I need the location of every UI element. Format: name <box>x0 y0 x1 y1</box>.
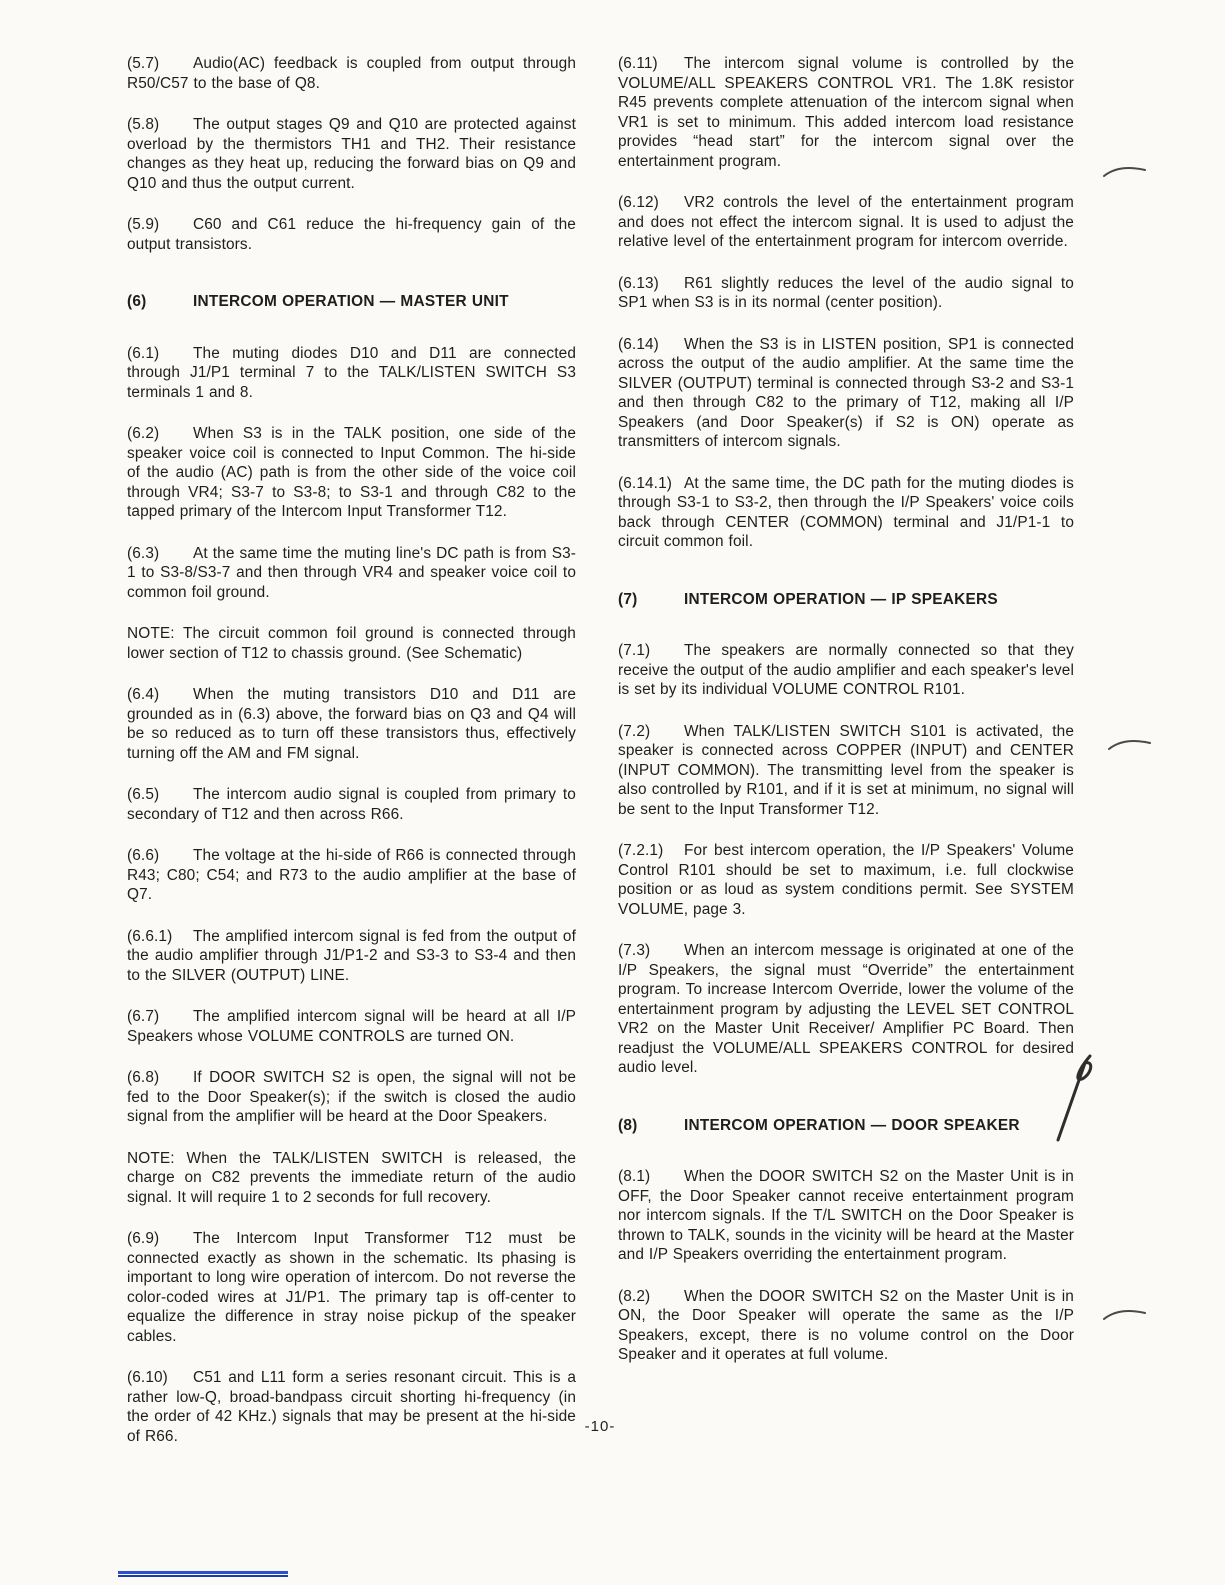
paragraph-number: (6.6.1) <box>127 927 173 945</box>
handwritten-pen-mark <box>1048 1052 1102 1146</box>
paragraph-text: The voltage at the hi-side of R66 is connected through R43; C80; C54; and R73 to the audio amplifier at the base of Q7. <box>127 847 576 903</box>
paragraph-number: (6.12) <box>618 194 659 211</box>
body-paragraph <box>127 1229 576 1346</box>
paragraph-number: (5.7) <box>127 55 160 72</box>
paragraph-number: (6.5) <box>127 786 160 803</box>
paragraph-text: When S3 is in the TALK position, one side of the speaker voice coil is connected to Input Common. The hi-side of the audio (AC) path is from the other side of the voice coil through VR4; S3-7 to S3-8; to S3-1 and through C82 to the tapped primary of the Intercom Input Transformer T12. <box>127 425 576 520</box>
paragraph-number: (6.13) <box>618 274 659 292</box>
paragraph-number: (8) <box>618 1116 638 1134</box>
body-paragraph <box>618 1167 1074 1265</box>
paragraph-text: The amplified intercom signal will be heard at all I/P Speakers whose VOLUME CONTROLS are turned ON. <box>127 1008 576 1045</box>
paragraph-number: (6.8) <box>127 1069 160 1086</box>
paragraph-text: The intercom audio signal is coupled from primary to secondary of T12 and then across R66. <box>127 786 576 823</box>
paragraph-number: (6.9) <box>127 1230 160 1247</box>
paragraph-number: (6.4) <box>127 686 160 703</box>
body-paragraph <box>127 344 576 403</box>
body-paragraph <box>618 722 1074 820</box>
paragraph-text: At the same time the muting line's DC path is from S3-1 to S3-8/S3-7 and then through VR4 and speaker voice coil to common foil ground. <box>127 544 576 601</box>
body-paragraph <box>127 846 576 905</box>
section-heading <box>618 1116 1074 1136</box>
paragraph-number: (5.8) <box>127 116 160 133</box>
paragraph-number: (5.9) <box>127 216 160 233</box>
paragraph-text: The speakers are normally connected so that they receive the output of the audio amplifier and each speaker's level is set by its individual VOLUME CONTROL R101. <box>618 642 1074 698</box>
body-paragraph <box>127 54 576 93</box>
note-paragraph <box>127 1149 576 1208</box>
body-paragraph <box>618 1287 1074 1365</box>
body-paragraph <box>127 785 576 824</box>
body-paragraph <box>618 474 1074 552</box>
body-paragraph <box>618 841 1074 919</box>
paragraph-text: The intercom signal volume is controlled by the VOLUME/ALL SPEAKERS CONTROL VR1. The 1.8K resistor R45 prevents complete attenuation of the intercom signal when VR1 is set to minimum. This added intercom load resistance provides “head start” for the intercom signal over the entertainment program. <box>618 55 1074 170</box>
paragraph-text: NOTE: The circuit common foil ground is connected through lower section of T12 to chassis ground. (See Schematic) <box>127 625 576 662</box>
paragraph-number: (7.1) <box>618 642 651 659</box>
body-paragraph <box>127 544 576 603</box>
section-heading <box>618 590 1074 610</box>
paragraph-number: (6.7) <box>127 1008 160 1025</box>
paragraph-number: (6.6) <box>127 847 160 864</box>
paragraph-text: The output stages Q9 and Q10 are protected against overload by the thermistors TH1 and TH2. Their resistance changes as they heat up, reducing the forward bias on Q9 and Q10 and thus the output current. <box>127 116 576 192</box>
paragraph-text: INTERCOM OPERATION — IP SPEAKERS <box>684 590 998 608</box>
footer-scan-line <box>118 1571 288 1578</box>
paragraph-text: The amplified intercom signal is fed from the output of the audio amplifier through J1/P1-2 and S3-3 to S3-4 and then to the SILVER (OUTPUT) LINE. <box>127 927 576 984</box>
paragraph-number: (7.2) <box>618 722 651 740</box>
paragraph-text: When the DOOR SWITCH S2 on the Master Unit is in OFF, the Door Speaker cannot receive entertainment program nor intercom signals. If the T/L SWITCH on the Door Speaker is thrown to TALK, sounds in the vicinity will be heard at the Master and I/P Speakers overriding the entertainment program. <box>618 1168 1074 1263</box>
right-column <box>618 54 1074 1468</box>
paragraph-number: (7.2.1) <box>618 842 664 859</box>
body-paragraph <box>618 641 1074 700</box>
page-number: -10- <box>584 1418 616 1435</box>
paragraph-text: When an intercom message is originated at one of the I/P Speakers, the signal must “Override” the entertainment program. To increase Intercom Override, lower the volume of the entertainment program by adjusting the LEVEL SET CONTROL VR2 on the Master Unit Receiver/ Amplifier PC Board. Then readjust the VOLUME/ALL SPEAKERS CONTROL for desired audio level. <box>618 942 1074 1076</box>
body-paragraph <box>127 424 576 522</box>
paragraph-number: (7.3) <box>618 942 651 959</box>
paragraph-number: (6.10) <box>127 1369 168 1386</box>
paragraph-text: VR2 controls the level of the entertainment program and does not effect the intercom signal. It is used to adjust the relative level of the entertainment program for intercom override. <box>618 194 1074 250</box>
body-paragraph <box>127 1007 576 1046</box>
paragraph-number: (6.11) <box>618 55 658 72</box>
paragraph-text: When TALK/LISTEN SWITCH S101 is activated, the speaker is connected across COPPER (INPUT) and CENTER (INPUT COMMON). The transmitting level from the speaker is also controlled by R101, and if it is set at minimum, no signal will be sent to the Input Transformer T12. <box>618 722 1074 818</box>
paragraph-text: Audio(AC) feedback is coupled from output through R50/C57 to the base of Q8. <box>127 55 576 92</box>
body-paragraph <box>618 54 1074 171</box>
body-paragraph <box>127 685 576 763</box>
paragraph-number: (8.1) <box>618 1168 651 1185</box>
paragraph-text: When the S3 is in LISTEN position, SP1 is connected across the output of the audio amplifier. At the same time the SILVER (OUTPUT) terminal is connected through S3-2 and S3-1 and then through C82 to the primary of T12, making all I/P Speakers (and Door Speaker(s) if S2 is ON) operate as transmitters of intercom signals. <box>618 335 1074 450</box>
page-body <box>127 54 1074 1468</box>
body-paragraph <box>618 941 1074 1078</box>
paragraph-text: C51 and L11 form a series resonant circuit. This is a rather low-Q, broad-bandpass circuit shorting hi-frequency (in the order of 42 KHz.) signals that may be present at the hi-side of R66. <box>127 1369 576 1445</box>
paragraph-text: C60 and C61 reduce the hi-frequency gain of the output transistors. <box>127 216 576 253</box>
paragraph-text: The muting diodes D10 and D11 are connected through J1/P1 terminal 7 to the TALK/LISTEN SWITCH S3 terminals 1 and 8. <box>127 344 576 401</box>
paragraph-number: (6.1) <box>127 344 160 362</box>
paragraph-text: INTERCOM OPERATION — DOOR SPEAKER <box>684 1116 1020 1134</box>
paragraph-text: At the same time, the DC path for the muting diodes is through S3-1 to S3-2, then through the I/P Speakers' voice coils back through CENTER (COMMON) terminal and J1/P1-1 to circuit common foil. <box>618 474 1074 550</box>
note-paragraph <box>127 624 576 663</box>
scan-curl-mark <box>1103 1306 1147 1322</box>
paragraph-number: (6.3) <box>127 544 160 562</box>
paragraph-text: R61 slightly reduces the level of the audio signal to SP1 when S3 is in its normal (center position). <box>618 274 1074 311</box>
paragraph-text: If DOOR SWITCH S2 is open, the signal will not be fed to the Door Speaker(s); if the switch is closed the audio signal from the amplifier will be heard at the Door Speakers. <box>127 1069 576 1125</box>
section-heading <box>127 292 576 312</box>
paragraph-number: (6.14) <box>618 335 659 353</box>
left-column <box>127 54 576 1468</box>
paragraph-number: (6.2) <box>127 425 160 442</box>
paragraph-text: For best intercom operation, the I/P Speakers' Volume Control R101 should be set to maximum, i.e. full clockwise position or as loud as system conditions permit. See SYSTEM VOLUME, page 3. <box>618 842 1074 918</box>
paragraph-text: When the muting transistors D10 and D11 are grounded as in (6.3) above, the forward bias on Q3 and Q4 will be so reduced as to turn off these transistors thus, effectively turning off the AM and FM signal. <box>127 686 576 762</box>
paragraph-text: NOTE: When the TALK/LISTEN SWITCH is released, the charge on C82 prevents the immediate return of the audio signal. It will require 1 to 2 seconds for full recovery. <box>127 1149 576 1206</box>
paragraph-text: INTERCOM OPERATION — MASTER UNIT <box>193 293 509 310</box>
paragraph-text: The Intercom Input Transformer T12 must be connected exactly as shown in the schematic. Its phasing is important to long wire operation of intercom. Do not reverse the color-coded wires at J1/P1. The primary tap is off-center to equalize the difference in stray noise pickup of the speaker cables. <box>127 1230 576 1345</box>
body-paragraph <box>618 193 1074 252</box>
paragraph-number: (8.2) <box>618 1287 651 1305</box>
scan-curl-mark <box>1103 163 1147 179</box>
paragraph-number: (6) <box>127 293 147 310</box>
body-paragraph <box>127 215 576 254</box>
paragraph-number: (6.14.1) <box>618 474 673 492</box>
paragraph-text: When the DOOR SWITCH S2 on the Master Unit is in ON, the Door Speaker will operate the same as the I/P Speakers, except, there is no volume control on the Door Speaker and it operates at full volume. <box>618 1287 1074 1363</box>
body-paragraph <box>618 335 1074 452</box>
scan-curl-mark <box>1108 736 1152 752</box>
body-paragraph <box>618 274 1074 313</box>
body-paragraph <box>127 927 576 986</box>
paragraph-number: (7) <box>618 590 638 608</box>
body-paragraph <box>127 115 576 193</box>
body-paragraph <box>127 1068 576 1127</box>
